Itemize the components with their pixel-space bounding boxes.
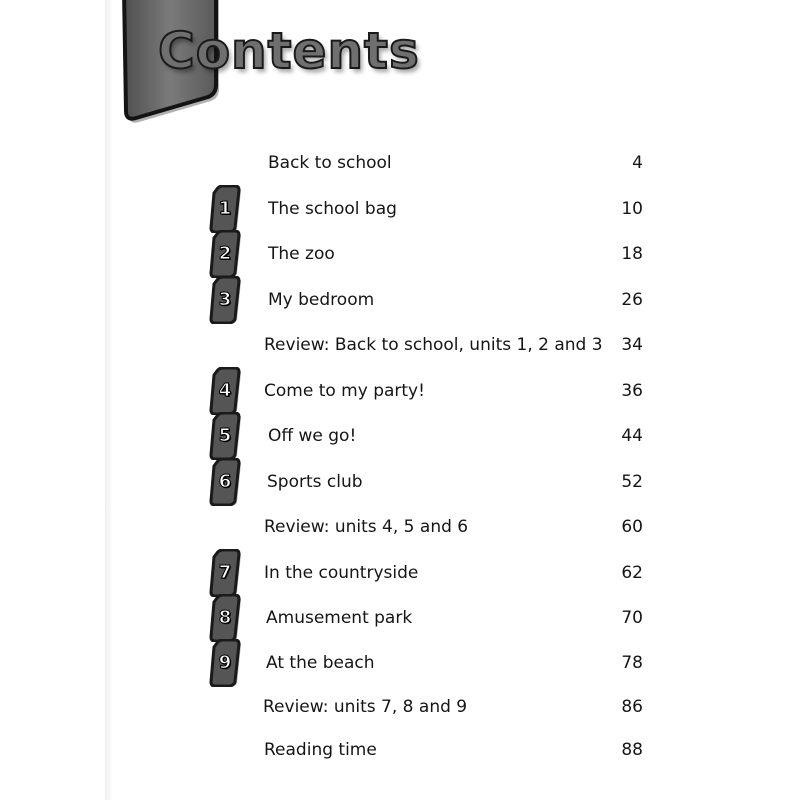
unit-number-badge: [208, 367, 242, 415]
toc-entry-page-number: 70: [621, 608, 643, 628]
toc-entry-title: Back to school: [268, 153, 392, 173]
toc-row[interactable]: [0, 376, 800, 406]
toc-entry-title: Off we go!: [268, 426, 357, 446]
unit-number: 4: [218, 380, 232, 401]
toc-entry-title: Amusement park: [266, 608, 413, 628]
toc-row[interactable]: [0, 648, 800, 678]
toc-entry-page-number: 10: [621, 199, 643, 219]
unit-number: 3: [218, 289, 232, 310]
unit-number: 6: [218, 471, 232, 492]
toc-row[interactable]: [0, 512, 800, 542]
toc-entry-title: In the countryside: [264, 563, 419, 583]
toc-entry-title: Review: units 7, 8 and 9: [263, 697, 468, 717]
toc-row[interactable]: [0, 467, 800, 497]
toc-entry-title: Sports club: [267, 472, 363, 492]
unit-number: 7: [218, 562, 232, 583]
toc-entry-title: The school bag: [268, 199, 397, 219]
unit-number-badge: [208, 549, 242, 597]
toc-entry-page-number: 52: [621, 472, 643, 492]
toc-entry-page-number: 62: [621, 563, 643, 583]
toc-entry-page-number: 26: [621, 290, 643, 310]
toc-entry-title: Reading time: [264, 740, 377, 760]
toc-row[interactable]: [0, 148, 800, 178]
toc-row[interactable]: [0, 558, 800, 588]
unit-number-badge: [208, 412, 242, 460]
unit-number: 8: [218, 607, 232, 628]
unit-number: 5: [218, 425, 232, 446]
unit-number: 9: [218, 652, 232, 673]
toc-entry-title: Come to my party!: [264, 381, 425, 401]
toc-row[interactable]: [0, 239, 800, 269]
page-title: Contents: [158, 22, 420, 80]
unit-number-badge: [208, 458, 242, 506]
toc-entry-title: Review: units 4, 5 and 6: [264, 517, 469, 537]
toc-entry-title: The zoo: [268, 244, 335, 264]
toc-entry-page-number: 34: [621, 335, 643, 355]
unit-number-badge: [208, 185, 242, 233]
toc-row[interactable]: [0, 603, 800, 633]
unit-number-badge: [208, 276, 242, 324]
toc-entry-page-number: 88: [621, 740, 643, 760]
toc-row[interactable]: [0, 194, 800, 224]
unit-number-badge: [208, 230, 242, 278]
toc-entry-page-number: 36: [621, 381, 643, 401]
toc-row[interactable]: [0, 735, 800, 765]
toc-entry-page-number: 18: [621, 244, 643, 264]
unit-number-badge: [208, 639, 242, 687]
toc-entry-page-number: 86: [621, 697, 643, 717]
toc-entry-title: At the beach: [266, 653, 375, 673]
toc-entry-title: My bedroom: [268, 290, 375, 310]
toc-entry-title: Review: Back to school, units 1, 2 and 3: [264, 335, 603, 355]
toc-entry-page-number: 44: [621, 426, 643, 446]
unit-number-badge: [208, 594, 242, 642]
toc-row[interactable]: [0, 692, 800, 722]
toc-row[interactable]: [0, 285, 800, 315]
toc-row[interactable]: [0, 330, 800, 360]
toc-entry-page-number: 4: [632, 153, 643, 173]
unit-number: 2: [218, 243, 232, 264]
toc-entry-page-number: 60: [621, 517, 643, 537]
toc-row[interactable]: [0, 421, 800, 451]
unit-number: 1: [218, 198, 232, 219]
toc-entry-page-number: 78: [621, 653, 643, 673]
